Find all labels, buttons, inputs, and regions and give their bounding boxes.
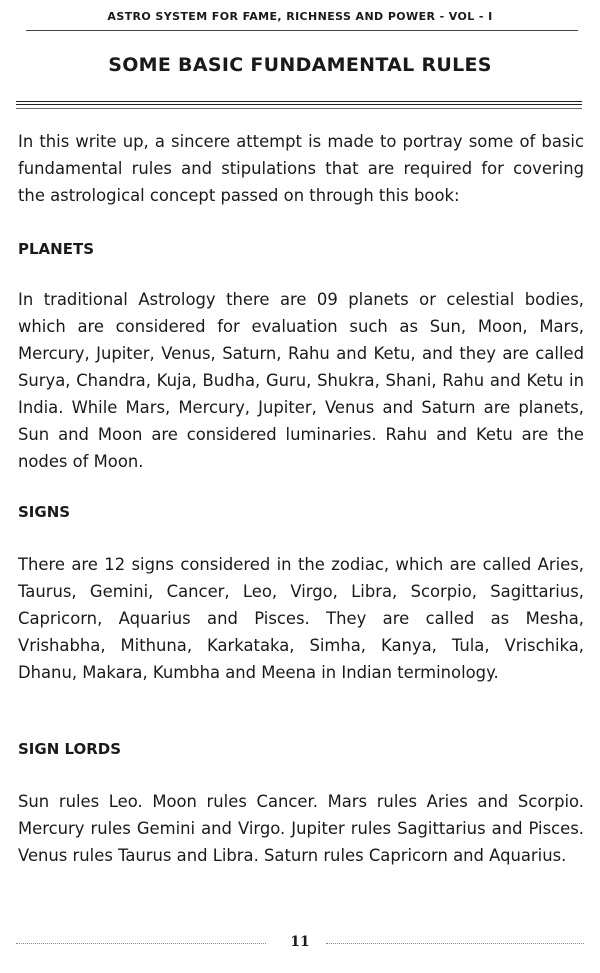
page-number: 11 bbox=[290, 934, 310, 950]
section-heading-signs: SIGNS bbox=[18, 503, 71, 521]
section-body-sign-lords: Sun rules Leo. Moon rules Cancer. Mars rules Aries and Scorpio. Mercury rules Gemini and Virgo. Jupiter rules Sagittarius and Pisces. Venus rules Taurus and Libra. Saturn rules Capricorn and Aquarius. bbox=[18, 792, 584, 865]
title-divider-lower bbox=[16, 108, 582, 109]
title-divider bbox=[16, 101, 582, 105]
section-body-planets: In traditional Astrology there are 09 planets or celestial bodies, which are considered for evaluation such as Sun, Moon, Mars, Mercury, Jupiter, Venus, Saturn, Rahu and Ketu, and they are called Surya, Chandra, Kuja, Budha, Guru, Shukra, Shani, Rahu and Ketu in India. While Mars, Mercury, Jupiter, Venus and Saturn are planets, Sun and Moon are considered luminaries. Rahu and Ketu are the nodes of Moon. bbox=[18, 290, 584, 471]
section-heading-planets: PLANETS bbox=[18, 240, 94, 258]
page-title: SOME BASIC FUNDAMENTAL RULES bbox=[108, 54, 492, 76]
header-divider bbox=[26, 30, 578, 31]
footer-divider-right bbox=[326, 943, 584, 944]
section-body-signs: There are 12 signs considered in the zodiac, which are called Aries, Taurus, Gemini, Cancer, Leo, Virgo, Libra, Scorpio, Sagittarius, Capricorn, Aquarius and Pisces. They are called as Mesha, Vrishabha, Mithuna, Karkataka, Simha, Kanya, Tula, Vrischika, Dhanu, Makara, Kumbha and Meena in Indian terminology. bbox=[18, 555, 584, 682]
intro-paragraph: In this write up, a sincere attempt is made to portray some of basic fundamental rules and stipulations that are required for covering the astrological concept passed on through this book: bbox=[18, 132, 584, 205]
running-header: ASTRO SYSTEM FOR FAME, RICHNESS AND POWER - VOL - I bbox=[107, 10, 493, 23]
section-heading-sign-lords: SIGN LORDS bbox=[18, 740, 122, 758]
